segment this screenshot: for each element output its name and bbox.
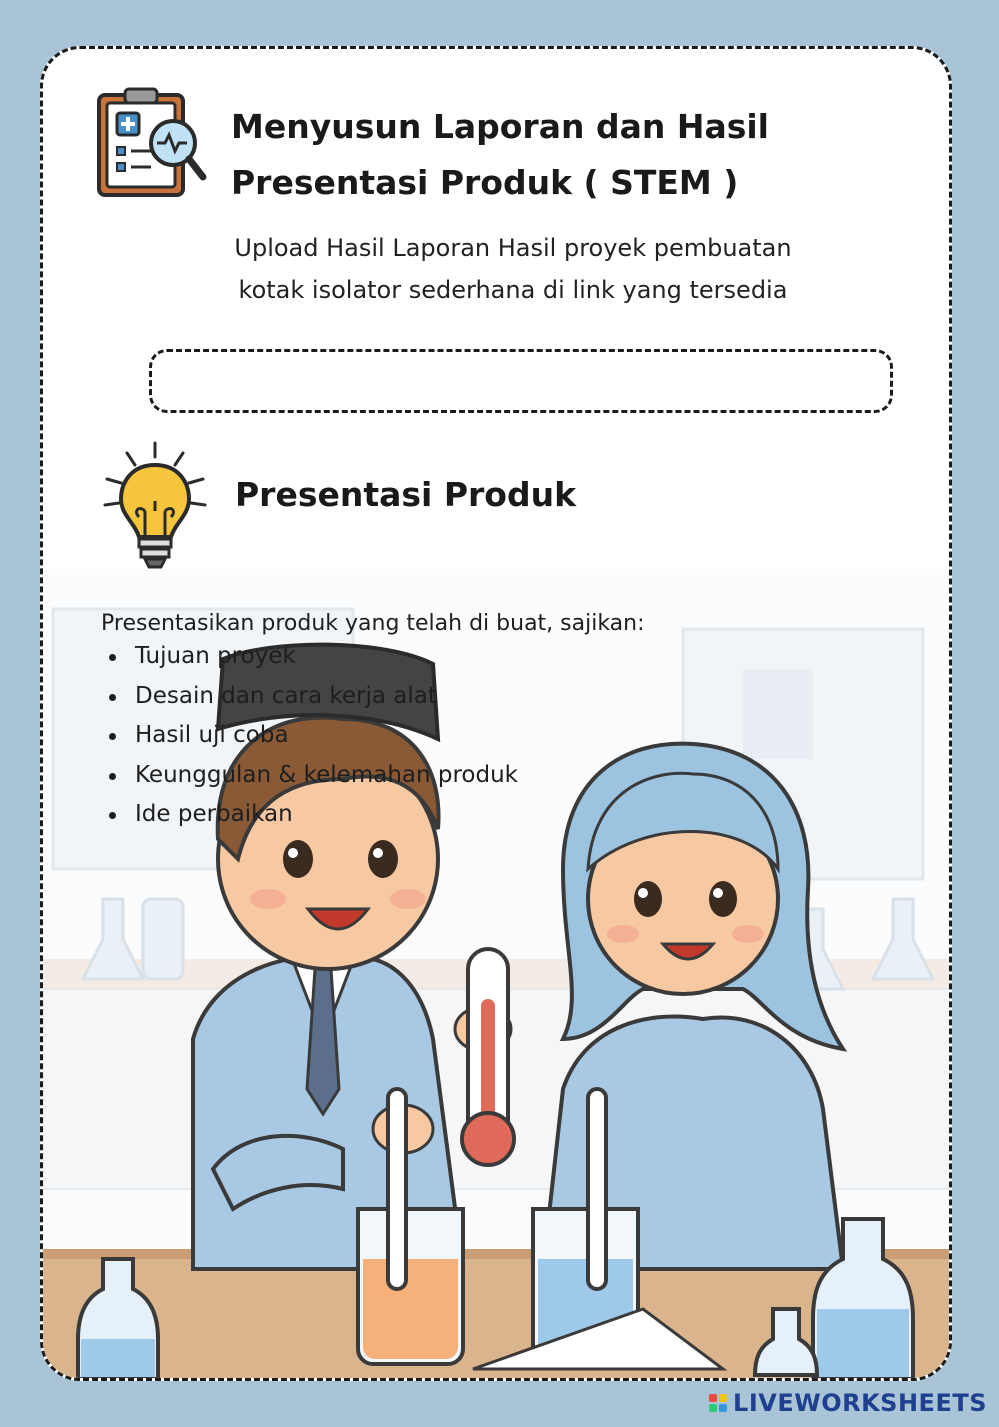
list-item: Ide perbaikan (103, 795, 518, 835)
section-title: Presentasi Produk (235, 475, 577, 514)
liveworksheets-logo-icon (709, 1394, 727, 1412)
presentation-checklist (103, 637, 518, 835)
title-line-2: Presentasi Produk ( STEM ) (231, 163, 739, 202)
instructions-text (143, 227, 883, 311)
lightbulb-icon (99, 439, 211, 571)
watermark-text: LIVEWORKSHEETS (733, 1389, 987, 1417)
list-item: Hasil uji coba (103, 716, 518, 756)
list-item: Desain dan cara kerja alat (103, 677, 518, 717)
title-line-1: Menyusun Laporan dan Hasil (231, 107, 769, 146)
list-item: Keunggulan & kelemahan produk (103, 756, 518, 796)
liveworksheets-watermark (709, 1389, 987, 1417)
clipboard-magnifier-icon (93, 85, 213, 203)
presentation-intro: Presentasikan produk yang telah di buat, sajikan: (101, 611, 645, 636)
link-answer-field[interactable] (149, 349, 893, 413)
instructions-line-1: Upload Hasil Laporan Hasil proyek pembuatan (234, 234, 792, 262)
instructions-line-2: kotak isolator sederhana di link yang tersedia (238, 276, 788, 304)
list-item: Tujuan proyek (103, 637, 518, 677)
page-title (231, 99, 871, 211)
worksheet-card (40, 46, 952, 1381)
